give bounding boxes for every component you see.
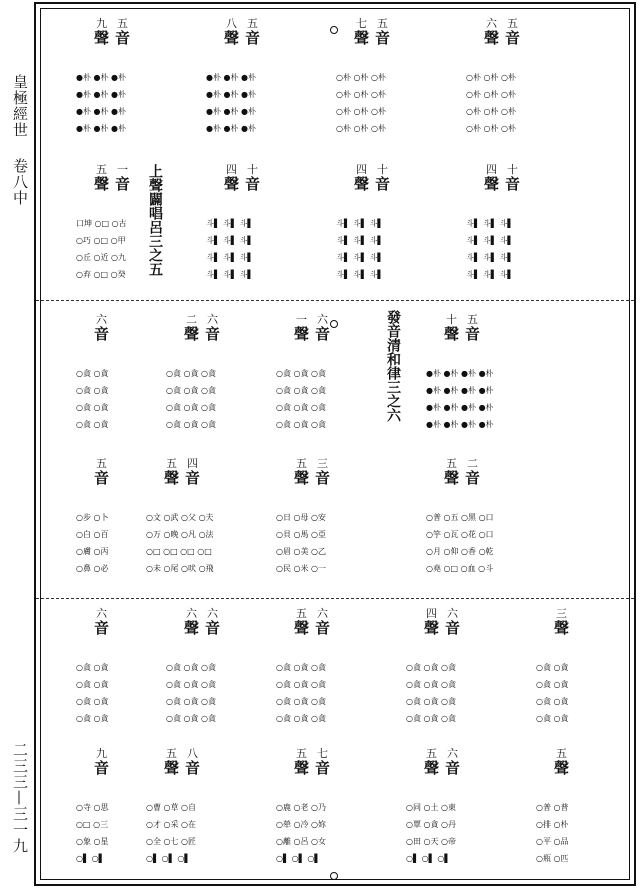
header-term: 音 xyxy=(245,175,261,193)
page-number: 二三三—三一九 xyxy=(11,742,29,854)
table-cell: ○貪 ○貪 ○貪 xyxy=(406,697,457,706)
header-number: 十 xyxy=(247,163,259,176)
column-header xyxy=(224,18,260,46)
table-cell: ○朴 ○朴 ○朴 xyxy=(336,90,387,99)
table-cell: ●朴 ●朴 ●朴 xyxy=(76,90,127,99)
header-term: 聲 xyxy=(164,759,180,777)
table-cell: ○普 ○五 ○黑 ○口 xyxy=(426,513,494,522)
column-header xyxy=(164,458,200,486)
table-cell: ○貪 ○貪 xyxy=(76,369,109,378)
header-term: 音 xyxy=(465,325,481,343)
table-cell: ○膚 ○丙 xyxy=(76,547,109,556)
table-cell: ○朴 ○朴 ○朴 xyxy=(336,124,387,133)
circle-mark xyxy=(330,320,338,328)
header-term: 音 xyxy=(505,29,521,47)
table-cell: ○貪 ○貪 xyxy=(536,697,569,706)
header-term: 音 xyxy=(185,759,201,777)
header-number: 五 xyxy=(166,457,177,470)
header-term: 音 xyxy=(315,619,331,637)
band-divider-1 xyxy=(36,300,634,301)
header-term: 音 xyxy=(315,469,331,487)
header-number: 五 xyxy=(96,457,107,470)
column-header xyxy=(444,314,480,342)
header-number: 六 xyxy=(207,313,219,326)
table-cell: ○未 ○尾 ○吠 ○飛 xyxy=(146,564,214,573)
table-cell: 斗▌ 斗▌ 斗▌ xyxy=(466,219,514,228)
table-cell: ○貪 ○貪 ○貪 xyxy=(276,663,327,672)
table-cell: ○日 ○母 ○安 xyxy=(276,513,327,522)
header-term: 聲 xyxy=(224,175,240,193)
table-cell: ○貝 ○馬 ○亞 xyxy=(276,530,327,539)
header-term: 音 xyxy=(315,325,331,343)
header-term: 聲 xyxy=(184,619,200,637)
table-cell: 口坤 ○□ ○古 xyxy=(76,219,127,228)
header-number: 三 xyxy=(556,607,567,620)
column-header xyxy=(94,748,115,776)
table-cell: ○万 ○晚 ○凡 ○法 xyxy=(146,530,214,539)
header-number: 二 xyxy=(186,313,197,326)
table-cell: ○貪 ○貪 xyxy=(536,680,569,689)
table-cell: ○白 ○百 xyxy=(76,530,109,539)
table-cell: ○田 ○天 ○帝 xyxy=(406,837,457,846)
table-cell: ○貪 ○貪 xyxy=(76,714,109,723)
header-number: 七 xyxy=(356,17,367,30)
table-cell: ○竽 ○瓦 ○花 ○口 xyxy=(426,530,494,539)
table-cell: ○▌ ○▌ xyxy=(76,854,105,863)
header-number: 五 xyxy=(446,457,457,470)
table-cell: ○堯 ○□ ○血 ○斗 xyxy=(426,564,494,573)
table-cell: ●朴 ●朴 ●朴 xyxy=(206,107,257,116)
table-cell: ●朴 ●朴 ●朴 xyxy=(76,124,127,133)
table-cell: 斗▌ 斗▌ 斗▌ xyxy=(336,219,384,228)
header-number: 一 xyxy=(296,313,307,326)
table-cell: ○鹿 ○老 ○乃 xyxy=(276,803,327,812)
table-cell: 斗▌ 斗▌ 斗▌ xyxy=(336,236,384,245)
header-term: 音 xyxy=(205,619,221,637)
column-header xyxy=(94,458,115,486)
table-cell: ○平 ○品 xyxy=(536,837,569,846)
header-number: 五 xyxy=(96,163,107,176)
table-cell: 斗▌ 斗▌ 斗▌ xyxy=(206,236,254,245)
header-term: 音 xyxy=(375,175,391,193)
header-term: 音 xyxy=(185,469,201,487)
header-term: 音 xyxy=(245,29,261,47)
column-header xyxy=(164,748,200,776)
table-cell: ○朴 ○朴 ○朴 xyxy=(336,73,387,82)
table-cell: ○貪 ○貪 xyxy=(76,663,109,672)
column-header xyxy=(294,608,330,636)
header-number: 五 xyxy=(296,747,307,760)
header-number: 四 xyxy=(356,163,367,176)
table-cell: ○朴 ○朴 ○朴 xyxy=(466,90,517,99)
table-cell: ○貪 ○貪 ○貪 xyxy=(276,680,327,689)
header-term: 音 xyxy=(445,759,461,777)
header-number: 五 xyxy=(467,313,479,326)
header-term: 聲 xyxy=(294,619,310,637)
table-cell: 斗▌ 斗▌ 斗▌ xyxy=(206,219,254,228)
table-cell: ○貪 ○貪 xyxy=(76,680,109,689)
header-number: 五 xyxy=(377,17,389,30)
header-number: 六 xyxy=(186,607,197,620)
header-number: 六 xyxy=(486,17,497,30)
column-header xyxy=(94,164,130,192)
header-number: 六 xyxy=(207,607,219,620)
header-term: 音 xyxy=(94,325,110,343)
table-cell: ●朴 ●朴 ●朴 ●朴 xyxy=(426,420,494,429)
header-number: 五 xyxy=(507,17,519,30)
header-number: 九 xyxy=(96,17,107,30)
table-cell: ○瓶 ○匹 xyxy=(536,854,569,863)
table-cell: ○貪 ○貪 ○貪 xyxy=(166,369,217,378)
header-number: 八 xyxy=(226,17,237,30)
section-title-2: 發音清和律三之六 xyxy=(385,310,401,422)
section-title-1: 上聲闢唱呂三之五 xyxy=(147,164,163,276)
table-cell: ○朴 ○朴 ○朴 xyxy=(336,107,387,116)
table-cell: ○鼻 ○必 xyxy=(76,564,109,573)
table-cell: ○貪 ○貪 ○貪 xyxy=(166,680,217,689)
table-cell: ○貪 ○貪 ○貪 xyxy=(166,386,217,395)
table-cell: ○才 ○采 ○在 xyxy=(146,820,197,829)
table-cell: ○覃 ○貪 ○丹 xyxy=(406,820,457,829)
column-header xyxy=(424,608,460,636)
header-term: 音 xyxy=(115,175,131,193)
table-cell: ○丘 ○近 ○九 xyxy=(76,253,127,262)
table-cell: ○朴 ○朴 ○朴 xyxy=(466,124,517,133)
table-cell: ○民 ○米 ○一 xyxy=(276,564,327,573)
column-header xyxy=(484,18,520,46)
table-cell: ○▌ ○▌ ○▌ xyxy=(146,854,191,863)
table-cell: 斗▌ 斗▌ 斗▌ xyxy=(336,270,384,279)
header-number: 一 xyxy=(117,163,129,176)
table-cell: ○□ ○三 xyxy=(76,820,109,829)
table-cell: 斗▌ 斗▌ 斗▌ xyxy=(336,253,384,262)
table-cell: ○貪 ○貪 xyxy=(536,714,569,723)
column-header xyxy=(354,164,390,192)
table-cell: ○普 ○普 xyxy=(536,803,569,812)
table-cell: ○□ ○□ ○□ ○□ xyxy=(146,547,212,556)
table-cell: ○巧 ○□ ○甲 xyxy=(76,236,126,245)
table-cell: ○貪 ○貪 ○貪 xyxy=(406,714,457,723)
header-number: 五 xyxy=(247,17,259,30)
header-term: 聲 xyxy=(554,619,570,637)
table-cell: ●朴 ●朴 ●朴 ●朴 xyxy=(426,369,494,378)
table-cell: 斗▌ 斗▌ 斗▌ xyxy=(206,253,254,262)
column-header xyxy=(554,748,575,776)
table-cell: ○眉 ○美 ○乙 xyxy=(276,547,327,556)
header-term: 音 xyxy=(505,175,521,193)
table-cell: ○貪 ○貪 ○貪 xyxy=(276,403,327,412)
column-header xyxy=(294,748,330,776)
header-term: 聲 xyxy=(294,469,310,487)
table-cell: ○貪 ○貪 ○貪 xyxy=(276,714,327,723)
header-number: 十 xyxy=(507,163,519,176)
header-term: 聲 xyxy=(184,325,200,343)
column-header xyxy=(94,314,115,342)
circle-mark xyxy=(330,26,338,34)
header-term: 聲 xyxy=(554,759,570,777)
table-cell: ○貪 ○貪 xyxy=(536,663,569,672)
table-cell: ○貪 ○貪 ○貪 xyxy=(406,663,457,672)
column-header xyxy=(554,608,575,636)
header-number: 五 xyxy=(296,457,307,470)
header-term: 音 xyxy=(94,759,110,777)
column-header xyxy=(184,314,220,342)
page-frame xyxy=(34,2,636,886)
table-cell: ○全 ○七 ○匠 xyxy=(146,837,197,846)
column-header xyxy=(294,314,330,342)
table-cell: ○貪 ○貪 ○貪 xyxy=(166,663,217,672)
table-cell: ○朴 ○朴 ○朴 xyxy=(466,73,517,82)
table-cell: ○貪 ○貪 ○貪 xyxy=(166,403,217,412)
header-number: 五 xyxy=(426,747,437,760)
table-cell: ○貪 ○貪 ○貪 xyxy=(166,697,217,706)
header-number: 五 xyxy=(556,747,567,760)
header-number: 五 xyxy=(166,747,177,760)
table-cell: ○文 ○武 ○父 ○夫 xyxy=(146,513,214,522)
header-term: 聲 xyxy=(484,29,500,47)
table-cell: 斗▌ 斗▌ 斗▌ xyxy=(206,270,254,279)
table-cell: ○貪 ○貪 xyxy=(76,697,109,706)
header-term: 音 xyxy=(205,325,221,343)
column-header xyxy=(444,458,480,486)
table-cell: ○寺 ○思 xyxy=(76,803,109,812)
column-header xyxy=(94,608,115,636)
header-number: 九 xyxy=(96,747,107,760)
inner-border xyxy=(40,8,630,880)
column-header xyxy=(94,18,130,46)
header-term: 聲 xyxy=(354,29,370,47)
table-cell: ●朴 ●朴 ●朴 ●朴 xyxy=(426,403,494,412)
header-term: 聲 xyxy=(484,175,500,193)
header-number: 四 xyxy=(486,163,497,176)
table-cell: ○弃 ○□ ○癸 xyxy=(76,270,126,279)
table-cell: ○月 ○仰 ○香 ○乾 xyxy=(426,547,494,556)
table-cell: ○貪 ○貪 ○貪 xyxy=(276,386,327,395)
table-cell: ○排 ○朴 xyxy=(536,820,569,829)
table-cell: ○象 ○星 xyxy=(76,837,109,846)
header-term: 聲 xyxy=(444,325,460,343)
header-number: 十 xyxy=(446,313,457,326)
header-number: 六 xyxy=(317,313,329,326)
table-cell: 斗▌ 斗▌ 斗▌ xyxy=(466,236,514,245)
column-header xyxy=(424,748,460,776)
header-term: 聲 xyxy=(164,469,180,487)
table-cell: ●朴 ●朴 ●朴 xyxy=(206,90,257,99)
table-cell: ○步 ○卜 xyxy=(76,513,109,522)
header-number: 二 xyxy=(467,457,479,470)
header-term: 音 xyxy=(94,469,110,487)
table-cell: ○同 ○土 ○東 xyxy=(406,803,457,812)
table-cell: ●朴 ●朴 ●朴 ●朴 xyxy=(426,386,494,395)
column-header xyxy=(294,458,330,486)
table-cell: ●朴 ●朴 ●朴 xyxy=(76,107,127,116)
header-term: 音 xyxy=(94,619,110,637)
table-cell: ○▌ ○▌ ○▌ xyxy=(276,854,321,863)
header-number: 六 xyxy=(317,607,329,620)
header-number: 六 xyxy=(96,313,107,326)
header-term: 音 xyxy=(375,29,391,47)
table-cell: ○犖 ○冷 ○妳 xyxy=(276,820,327,829)
volume-label: 卷八中 xyxy=(11,158,29,206)
table-cell: ●朴 ●朴 ●朴 xyxy=(76,73,127,82)
table-cell: ○離 ○呂 ○女 xyxy=(276,837,327,846)
table-cell: ○曹 ○草 ○自 xyxy=(146,803,197,812)
table-cell: 斗▌ 斗▌ 斗▌ xyxy=(466,270,514,279)
header-number: 四 xyxy=(226,163,237,176)
column-header xyxy=(224,164,260,192)
table-cell: 斗▌ 斗▌ 斗▌ xyxy=(466,253,514,262)
column-header xyxy=(354,18,390,46)
header-term: 音 xyxy=(445,619,461,637)
table-cell: ○貪 ○貪 ○貪 xyxy=(406,680,457,689)
header-term: 聲 xyxy=(294,325,310,343)
circle-mark xyxy=(330,872,338,880)
header-number: 八 xyxy=(187,747,199,760)
table-cell: ○貪 ○貪 ○貪 xyxy=(276,369,327,378)
column-header xyxy=(184,608,220,636)
header-number: 六 xyxy=(96,607,107,620)
header-term: 音 xyxy=(465,469,481,487)
table-cell: ○貪 ○貪 ○貪 xyxy=(276,697,327,706)
table-cell: ●朴 ●朴 ●朴 xyxy=(206,124,257,133)
band-divider-2 xyxy=(36,598,634,599)
header-number: 七 xyxy=(317,747,329,760)
header-number: 五 xyxy=(296,607,307,620)
header-term: 聲 xyxy=(294,759,310,777)
header-number: 五 xyxy=(117,17,129,30)
header-number: 六 xyxy=(447,607,459,620)
column-header xyxy=(484,164,520,192)
header-number: 三 xyxy=(317,457,329,470)
table-cell: ○貪 ○貪 ○貪 xyxy=(166,420,217,429)
table-cell: ○貪 ○貪 xyxy=(76,420,109,429)
header-term: 聲 xyxy=(424,619,440,637)
header-term: 音 xyxy=(315,759,331,777)
table-cell: ○貪 ○貪 ○貪 xyxy=(166,714,217,723)
header-number: 十 xyxy=(377,163,389,176)
header-number: 四 xyxy=(426,607,437,620)
header-term: 聲 xyxy=(354,175,370,193)
table-cell: ○貪 ○貪 xyxy=(76,386,109,395)
header-term: 聲 xyxy=(424,759,440,777)
header-number: 四 xyxy=(187,457,199,470)
header-term: 聲 xyxy=(444,469,460,487)
table-cell: ○▌ ○▌ ○▌ xyxy=(406,854,451,863)
table-cell: ●朴 ●朴 ●朴 xyxy=(206,73,257,82)
table-cell: ○貪 ○貪 xyxy=(76,403,109,412)
header-number: 六 xyxy=(447,747,459,760)
table-cell: ○朴 ○朴 ○朴 xyxy=(466,107,517,116)
header-term: 聲 xyxy=(94,29,110,47)
book-title: 皇極經世 xyxy=(11,74,29,138)
header-term: 聲 xyxy=(94,175,110,193)
header-term: 音 xyxy=(115,29,131,47)
header-term: 聲 xyxy=(224,29,240,47)
table-cell: ○貪 ○貪 ○貪 xyxy=(276,420,327,429)
